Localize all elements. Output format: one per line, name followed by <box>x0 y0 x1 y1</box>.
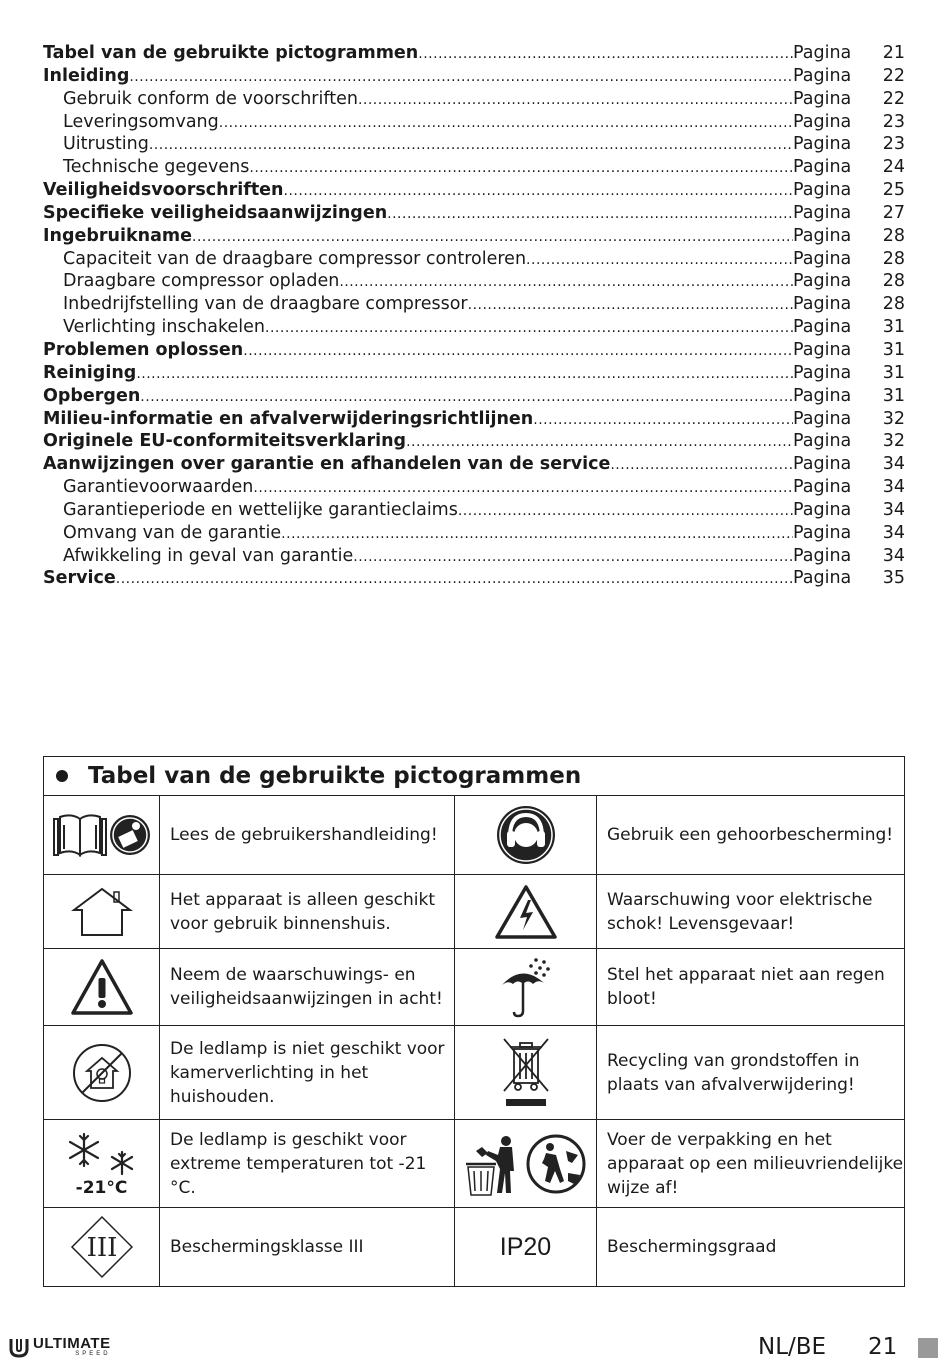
toc-leader-dots <box>353 546 793 569</box>
toc-entry-title: Problemen oplossen <box>43 339 244 360</box>
pictogram-row <box>44 1026 904 1120</box>
toc-entry[interactable] <box>43 111 905 134</box>
toc-entry[interactable] <box>43 316 905 339</box>
toc-leader-dots <box>265 317 793 340</box>
toc-entry-label: Pagina <box>793 157 852 178</box>
toc-leader-dots <box>136 363 793 386</box>
toc-leader-dots <box>219 112 793 135</box>
toc-entry-page: 24 <box>882 157 905 178</box>
recycle-dispose-icon <box>455 1120 597 1207</box>
toc-entry[interactable] <box>43 293 905 316</box>
brand-logo <box>8 1336 111 1358</box>
toc-leader-dots <box>358 89 793 112</box>
pictogram-description: Beschermingsgraad <box>607 1237 777 1257</box>
toc-entry-label: Pagina <box>793 454 852 475</box>
protection-class-iii-icon <box>44 1208 160 1286</box>
toc-entry[interactable] <box>43 567 905 590</box>
pictogram-row <box>44 1120 904 1208</box>
toc-entry-title: Uitrusting <box>63 134 149 155</box>
toc-entry-label: Pagina <box>793 499 852 520</box>
hearing-protection-icon <box>455 796 597 874</box>
toc-entry-title: Technische gegevens <box>63 157 250 178</box>
toc-entry-label: Pagina <box>793 339 852 360</box>
toc-entry-label: Pagina <box>793 88 852 109</box>
toc-entry-label: Pagina <box>793 317 852 338</box>
toc-leader-dots <box>339 271 793 294</box>
pictogram-row <box>44 875 904 949</box>
brand-logo-icon <box>8 1336 30 1358</box>
brand-sub: SPEED <box>75 1351 111 1357</box>
manual-book-icon <box>44 796 160 874</box>
toc-entry-page: 25 <box>882 180 905 201</box>
pictogram-table <box>43 756 905 1287</box>
toc-leader-dots <box>533 409 793 432</box>
toc-entry-label: Pagina <box>793 477 852 498</box>
page-number: 21 <box>868 1334 898 1360</box>
pictogram-table-heading <box>44 757 904 796</box>
toc-entry[interactable] <box>43 270 905 293</box>
toc-leader-dots <box>116 568 793 591</box>
toc-entry-title: Leveringsomvang <box>63 111 219 132</box>
toc-entry-title: Verlichting inschakelen <box>63 317 266 338</box>
toc-entry-title: Garantievoorwaarden <box>63 477 254 498</box>
toc-entry-page: 31 <box>882 339 905 360</box>
language-code: NL/BE <box>758 1334 827 1360</box>
toc-leader-dots <box>129 66 793 89</box>
toc-entry[interactable] <box>43 545 905 568</box>
toc-entry-title: Tabel van de gebruikte pictogrammen <box>43 43 419 63</box>
toc-entry-label: Pagina <box>793 43 852 63</box>
toc-entry-page: 28 <box>882 271 905 292</box>
toc-entry-page: 32 <box>882 431 905 452</box>
warning-triangle-icon <box>44 949 160 1025</box>
no-room-lighting-icon <box>44 1026 160 1119</box>
toc-entry[interactable] <box>43 179 905 202</box>
toc-entry-page: 27 <box>882 202 905 223</box>
pictogram-row <box>44 796 904 875</box>
pictogram-description: Voer de verpakking en het apparaat op een milieuvriendelijke wijze af! <box>607 1129 904 1198</box>
toc-leader-dots <box>418 43 793 66</box>
toc-entry-label: Pagina <box>793 522 852 543</box>
umbrella-rain-icon <box>455 949 597 1025</box>
indoor-house-icon <box>44 875 160 948</box>
toc-entry-title: Veiligheidsvoorschriften <box>43 180 284 201</box>
bullet-icon <box>56 770 68 782</box>
toc-entry-page: 31 <box>882 385 905 406</box>
toc-entry-page: 31 <box>882 317 905 338</box>
toc-leader-dots <box>192 226 793 249</box>
toc-entry-label: Pagina <box>793 362 852 383</box>
toc-entry-title: Inleiding <box>43 65 130 86</box>
pictogram-description: Lees de gebruikershandleiding! <box>160 796 455 874</box>
toc-leader-dots <box>243 340 793 363</box>
toc-entry-title: Aanwijzingen over garantie en afhandelen van de service <box>43 454 611 475</box>
toc-entry-page: 21 <box>882 43 905 63</box>
pictogram-description: Recycling van grondstoffen in plaats van afvalverwijdering! <box>607 1050 860 1095</box>
toc-entry[interactable] <box>43 430 905 453</box>
toc-entry[interactable] <box>43 225 905 248</box>
table-of-contents <box>43 42 905 590</box>
toc-entry[interactable] <box>43 385 905 408</box>
toc-entry-title: Capaciteit van de draagbare compressor controleren <box>63 248 527 269</box>
toc-entry-page: 32 <box>882 408 905 429</box>
toc-leader-dots <box>387 203 793 226</box>
protection-class-label: III <box>86 1233 117 1263</box>
pictogram-table-title: Tabel van de gebruikte pictogrammen <box>88 763 582 789</box>
toc-entry-label: Pagina <box>793 294 852 315</box>
toc-entry-title: Omvang van de garantie <box>63 522 282 543</box>
toc-entry[interactable] <box>43 476 905 499</box>
toc-entry-label: Pagina <box>793 202 852 223</box>
snowflake-temperature-icon <box>44 1120 160 1207</box>
toc-entry-page: 28 <box>882 294 905 315</box>
toc-entry[interactable] <box>43 339 905 362</box>
toc-entry-title: Service <box>43 568 116 589</box>
toc-leader-dots <box>458 500 793 523</box>
toc-entry-page: 28 <box>882 248 905 269</box>
toc-entry-title: Reiniging <box>43 362 137 383</box>
toc-entry-page: 23 <box>882 111 905 132</box>
toc-entry-title: Draagbare compressor opladen <box>63 271 340 292</box>
toc-entry[interactable] <box>43 248 905 271</box>
pictogram-description: Beschermingsklasse III <box>160 1208 455 1286</box>
toc-entry-label: Pagina <box>793 111 852 132</box>
toc-entry-label: Pagina <box>793 568 852 589</box>
pictogram-row <box>44 949 904 1026</box>
toc-entry[interactable] <box>43 362 905 385</box>
toc-entry-label: Pagina <box>793 180 852 201</box>
toc-entry-label: Pagina <box>793 134 852 155</box>
pictogram-row <box>44 1208 904 1286</box>
toc-leader-dots <box>149 134 793 157</box>
pictogram-description: Stel het apparaat niet aan regen bloot! <box>607 965 885 1009</box>
toc-entry-page: 34 <box>882 545 905 566</box>
toc-entry-title: Afwikkeling in geval van garantie <box>63 545 354 566</box>
toc-entry[interactable] <box>43 499 905 522</box>
toc-entry-label: Pagina <box>793 408 852 429</box>
toc-entry-page: 35 <box>882 568 905 589</box>
toc-leader-dots <box>140 386 793 409</box>
ip-rating-icon <box>455 1208 597 1286</box>
toc-entry-page: 34 <box>882 522 905 543</box>
toc-entry-label: Pagina <box>793 545 852 566</box>
toc-entry[interactable] <box>43 156 905 179</box>
pictogram-description: De ledlamp is niet geschikt voor kamerverlichting in het huishouden. <box>160 1026 455 1119</box>
electric-shock-warning-icon <box>455 875 597 948</box>
toc-entry-page: 34 <box>882 477 905 498</box>
toc-entry-title: Garantieperiode en wettelijke garantieclaims <box>63 499 458 520</box>
pictogram-description: De ledlamp is geschikt voor extreme temperaturen tot -21 °C. <box>160 1120 455 1207</box>
toc-entry-page: 22 <box>882 88 905 109</box>
toc-leader-dots <box>253 477 793 500</box>
toc-entry-title: Opbergen <box>43 385 141 406</box>
temperature-label: -21°C <box>75 1177 128 1198</box>
toc-entry[interactable] <box>43 453 905 476</box>
ip-rating-label: IP20 <box>499 1232 552 1261</box>
pictogram-description: Het apparaat is alleen geschikt voor gebruik binnenshuis. <box>160 875 455 948</box>
toc-entry[interactable] <box>43 202 905 225</box>
toc-leader-dots <box>281 523 793 546</box>
brand-name: ULTIMATE <box>33 1335 111 1352</box>
toc-entry-page: 34 <box>882 454 905 475</box>
toc-entry[interactable] <box>43 65 905 88</box>
toc-entry-title: Inbedrijfstelling van de draagbare compressor <box>63 294 468 315</box>
toc-entry-label: Pagina <box>793 431 852 452</box>
toc-entry-label: Pagina <box>793 271 852 292</box>
toc-entry-title: Milieu-informatie en afvalverwijderingsrichtlijnen <box>43 408 534 429</box>
toc-leader-dots <box>406 431 793 454</box>
pictogram-description: Neem de waarschuwings- en veiligheidsaanwijzingen in acht! <box>160 949 455 1025</box>
pictogram-description: Gebruik een gehoorbescherming! <box>607 825 894 845</box>
pictogram-description: Waarschuwing voor elektrische schok! Levensgevaar! <box>607 889 873 934</box>
toc-leader-dots <box>284 180 793 203</box>
toc-entry-title: Gebruik conform de voorschriften <box>63 88 358 109</box>
toc-entry[interactable] <box>43 408 905 431</box>
toc-entry-page: 22 <box>882 65 905 86</box>
toc-entry[interactable] <box>43 133 905 156</box>
toc-leader-dots <box>468 294 793 317</box>
toc-entry-title: Ingebruikname <box>43 225 192 246</box>
toc-leader-dots <box>249 157 793 180</box>
toc-entry-page: 31 <box>882 362 905 383</box>
toc-entry-label: Pagina <box>793 385 852 406</box>
toc-entry-page: 34 <box>882 499 905 520</box>
toc-entry-label: Pagina <box>793 65 852 86</box>
toc-entry-label: Pagina <box>793 248 852 269</box>
toc-entry[interactable] <box>43 42 905 65</box>
toc-entry-page: 28 <box>882 225 905 246</box>
toc-entry-label: Pagina <box>793 225 852 246</box>
toc-entry-title: Specifieke veiligheidsaanwijzingen <box>43 202 388 223</box>
page-marker <box>918 1338 938 1358</box>
toc-entry-title: Originele EU-conformiteitsverklaring <box>43 431 407 452</box>
toc-entry-page: 23 <box>882 134 905 155</box>
toc-entry[interactable] <box>43 88 905 111</box>
toc-entry[interactable] <box>43 522 905 545</box>
toc-leader-dots <box>526 249 793 272</box>
crossed-bin-icon <box>455 1026 597 1119</box>
toc-leader-dots <box>610 454 793 477</box>
